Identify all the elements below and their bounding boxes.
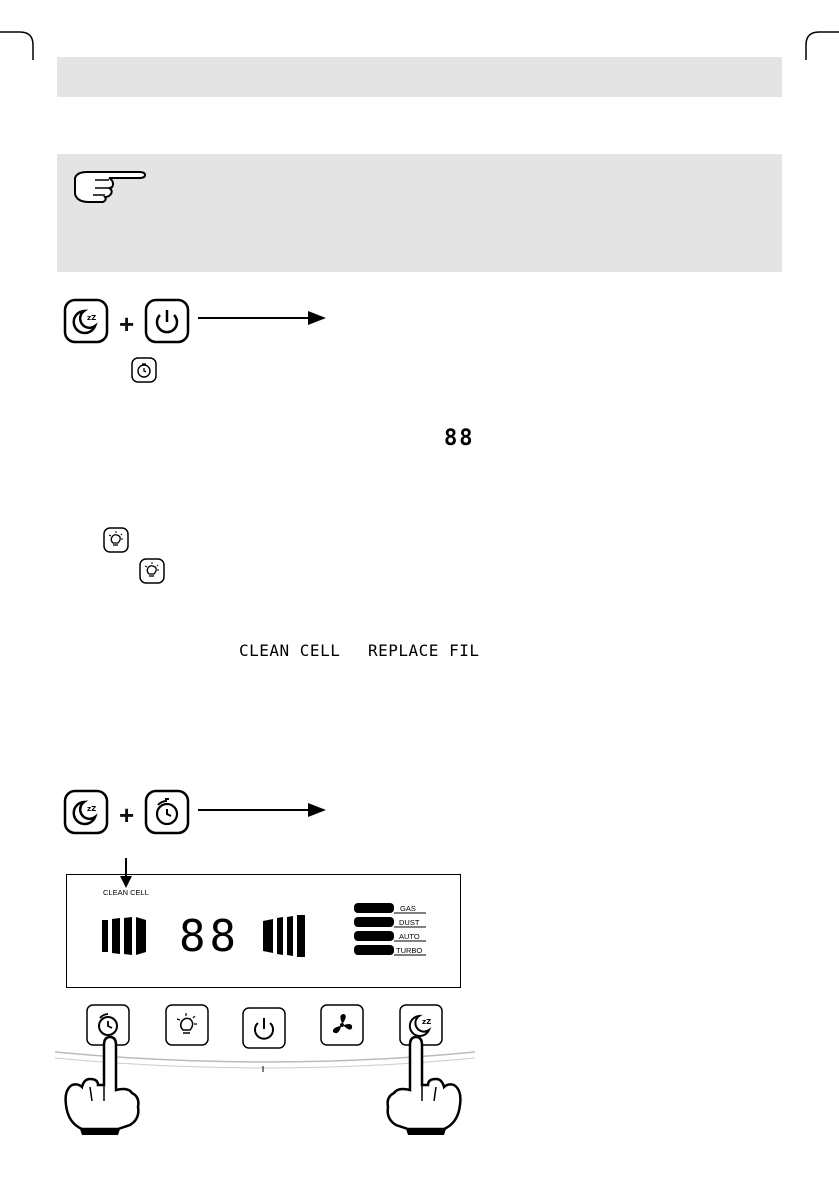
inline-digits: 88: [444, 426, 475, 451]
timer-icon: [131, 357, 157, 383]
section-header-bar: [57, 57, 782, 97]
control-panel-display: [66, 874, 461, 988]
svg-text:zZ: zZ: [422, 1018, 432, 1026]
panel-clean-cell-label: CLEAN CELL: [103, 888, 149, 897]
light-bulb-icon: [139, 558, 165, 584]
mode-gas: GAS: [400, 904, 416, 913]
crop-marks: [0, 0, 839, 60]
timer-button-2[interactable]: [144, 789, 190, 835]
sleep-button-2[interactable]: [63, 789, 109, 835]
mode-indicators: [354, 903, 429, 959]
plus-sign-2: +: [119, 800, 135, 830]
note-box: [57, 154, 782, 272]
mode-dust: DUST: [399, 918, 420, 927]
left-hand-icon: [58, 1035, 148, 1135]
svg-text:zZ: zZ: [87, 314, 97, 322]
mode-turbo: TURBO: [396, 946, 423, 955]
moon-zzz-icon: [63, 789, 109, 835]
right-bars: [263, 915, 309, 957]
inline-replace-filter: REPLACE FIL: [368, 641, 480, 660]
panel-digits: 88: [179, 911, 240, 962]
timer-button-inline[interactable]: [131, 357, 157, 383]
light-button-inline-1[interactable]: [103, 527, 129, 553]
arrow-right: [198, 310, 328, 326]
timer-icon: [144, 789, 190, 835]
plus-sign: +: [119, 309, 135, 339]
light-button-inline-2[interactable]: [139, 558, 165, 584]
right-hand-icon: [378, 1035, 468, 1135]
power-button[interactable]: [144, 298, 190, 344]
arrow-right-2: [198, 802, 328, 818]
sleep-button[interactable]: [63, 298, 109, 344]
left-bars: [102, 917, 148, 955]
power-icon: [144, 298, 190, 344]
mode-auto: AUTO: [399, 932, 420, 941]
light-bulb-icon: [103, 527, 129, 553]
inline-clean-cell: CLEAN CELL: [239, 641, 341, 660]
pointing-hand-icon: [67, 164, 147, 204]
moon-zzz-icon: [63, 298, 109, 344]
svg-text:zZ: zZ: [87, 805, 97, 813]
